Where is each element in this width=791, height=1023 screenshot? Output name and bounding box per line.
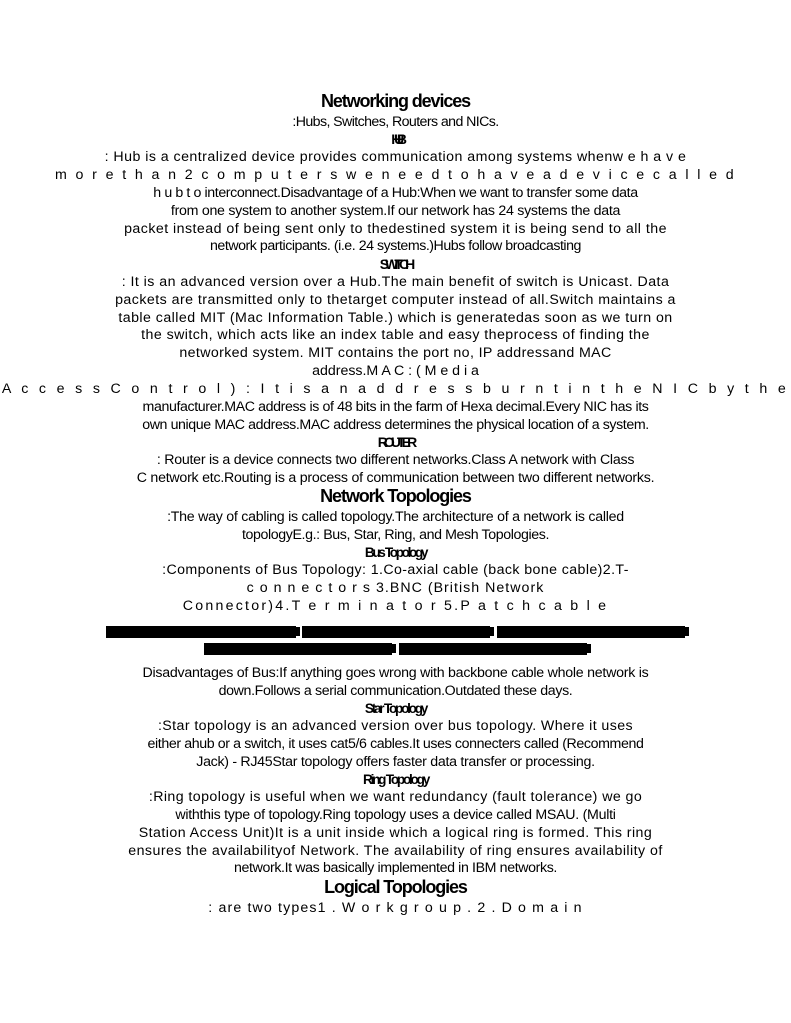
redaction-bar [204,643,392,655]
switch-heading: SWITCH [379,256,412,272]
doc-subtitle: :Hubs, Switches, Routers and NICs. [292,114,499,130]
logical-line: : are two types1 . W o r k g r o u p . 2 . D o m a i n [208,900,583,916]
bus-heading: Bus Topology [364,545,427,560]
star-line: Jack) - RJ45Star topology offers faster data transfer or processing. [196,754,595,770]
ring-heading: Ring Topology [362,772,429,787]
hub-line: network participants. (i.e. 24 systems.)Hubs follow broadcasting [210,238,581,254]
star-line: either ahub or a switch, it uses cat5/6 cables.It uses connecters called (Recommend [147,736,644,752]
switch-line: table called MIT (Mac Information Table.) which is generatedas soon as we turn on [118,310,673,326]
redaction-bar [497,626,685,638]
hub-line: from one system to another system.If our network has 24 systems the data [170,203,621,219]
topologies-line: topologyE.g.: Bus, Star, Ring, and Mesh Topologies. [241,527,550,543]
ring-line: :Ring topology is useful when we want redundancy (fault tolerance) we go [148,789,643,805]
bus-line: c o n n e c t o r s 3.BNC (British Network [246,580,545,596]
ring-line: network.It was basically implemented in IBM networks. [234,860,557,876]
star-heading: Star Topology [364,701,427,716]
topologies-heading: Network Topologies [320,486,471,506]
bus-line: :Components of Bus Topology: 1.Co-axial cable (back bone cable)2.T- [162,562,629,578]
switch-line: : It is an advanced version over a Hub.The main benefit of switch is Unicast. Data [121,274,670,290]
redaction-bar [106,626,296,638]
switch-line: own unique MAC address.MAC address determines the physical location of a system. [142,417,649,433]
bus-disadv-line: Disadvantages of Bus:If anything goes wrong with backbone cable whole network is [142,665,649,681]
bus-line: Connector)4.T e r m i n a t o r 5.P a t c h c a b l e [182,598,609,614]
bus-disadv-line: down.Follows a serial communication.Outdated these days. [218,683,573,699]
star-line: :Star topology is an advanced version over bus topology. Where it uses [157,718,634,734]
redaction-bar [399,643,587,655]
ring-line: withthis type of topology.Ring topology uses a device called MSAU. (Multi [175,807,616,823]
ring-line: ensures the availabilityof Network. The availability of ring ensures availability of [128,843,663,859]
hub-line: h u b t o interconnect.Disadvantage of a Hub:When we want to transfer some data [153,185,638,201]
ring-line: Station Access Unit)It is a unit inside which a logical ring is formed. This ring [138,825,653,841]
switch-line: the switch, which acts like an index table and easy theprocess of finding the [141,327,650,343]
switch-line: A c c e s s C o n t r o l ) : I t i s a n a d d r e s s b u r n t i n t h e N I C b y t h e [1,381,790,397]
switch-line: networked system. MIT contains the port no, IP addressand MAC [179,345,612,361]
hub-line: packet instead of being sent only to thedestined system it is being send to all the [124,221,667,237]
switch-line: packets are transmitted only to thetarget computer instead of all.Switch maintains a [115,292,676,308]
topologies-line: :The way of cabling is called topology.The architecture of a network is called [167,509,624,525]
hub-line: : Hub is a centralized device provides communication among systems whenw e h a v e [104,149,687,165]
hub-heading: HUB [391,131,400,147]
hub-line: m o r e t h a n 2 c o m p u t e r s w e n e e d t o h a v e a d e v i c e c a l l e d [55,167,736,183]
switch-line: manufacturer.MAC address is of 48 bits in the farm of Hexa decimal.Every NIC has its [142,399,649,415]
switch-line: address.M A C : ( M e d i a [312,363,479,379]
logical-heading: Logical Topologies [324,877,467,897]
router-line: : Router is a device connects two different networks.Class A network with Class [156,452,635,468]
router-line: C network etc.Routing is a process of communication between two different networks. [136,470,655,486]
redaction-bar [302,626,490,638]
doc-title: Networking devices [320,91,471,111]
router-heading: ROUTER [377,434,414,450]
